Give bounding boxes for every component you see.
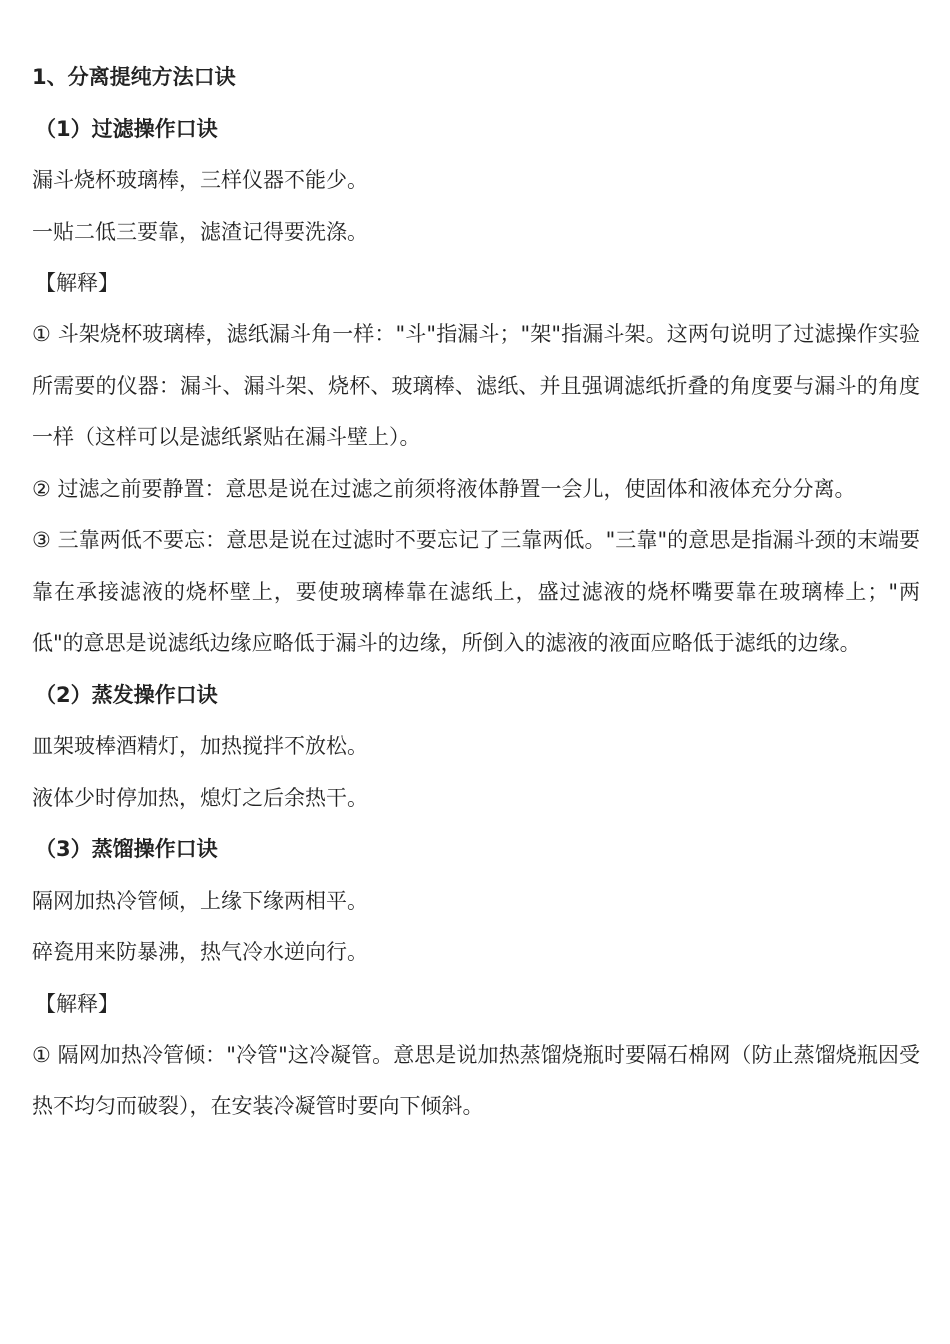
distillation-verse-line-2: 碎瓷用来防暴沸，热气冷水逆向行。 [32, 940, 368, 964]
filtration-explain-item-1: ① 斗架烧杯玻璃棒，滤纸漏斗角一样："斗"指漏斗；"架"指漏斗架。这两句说明了过滤操作实验所需要的仪器：漏斗、漏斗架、烧杯、玻璃棒、滤纸、并且强调滤纸折叠的角度要与漏斗的角度一样（这样可以是滤纸紧贴在漏斗壁上）。 [32, 322, 920, 449]
filtration-explain-item-2: ② 过滤之前要静置：意思是说在过滤之前须将液体静置一会儿，使固体和液体充分分离。 [32, 476, 856, 501]
distillation-verse-line-1: 隔网加热冷管倾，上缘下缘两相平。 [32, 888, 368, 913]
document-body [32, 62, 920, 1133]
distillation-explain-label: 【解释】 [35, 991, 119, 1016]
page-title: 1、分离提纯方法口诀 [32, 65, 236, 89]
evaporation-heading: （2）蒸发操作口诀 [35, 682, 218, 707]
evaporation-verse-line-1: 皿架玻棒酒精灯，加热搅拌不放松。 [32, 734, 368, 758]
evaporation-verse-line-2: 液体少时停加热，熄灯之后余热干。 [32, 785, 368, 810]
filtration-verse-line-2: 一贴二低三要靠，滤渣记得要洗涤。 [32, 219, 368, 244]
filtration-heading: （1）过滤操作口诀 [35, 116, 218, 141]
filtration-explain-item-3: ③ 三靠两低不要忘：意思是说在过滤时不要忘记了三靠两低。"三靠"的意思是指漏斗颈的末端要靠在承接滤液的烧杯壁上，要使玻璃棒靠在滤纸上，盛过滤液的烧杯嘴要靠在玻璃棒上；"两低"的意思是说滤纸边缘应略低于漏斗的边缘，所倒入的滤液的液面应略低于滤纸的边缘。 [32, 528, 920, 655]
distillation-heading: （3）蒸馏操作口诀 [35, 837, 218, 861]
filtration-verse-line-1: 漏斗烧杯玻璃棒，三样仪器不能少。 [32, 168, 368, 192]
filtration-explain-label: 【解释】 [35, 271, 119, 295]
distillation-explain-item-1: ① 隔网加热冷管倾："冷管"这冷凝管。意思是说加热蒸馏烧瓶时要隔石棉网（防止蒸馏烧瓶因受热不均匀而破裂），在安装冷凝管时要向下倾斜。 [32, 1042, 920, 1118]
